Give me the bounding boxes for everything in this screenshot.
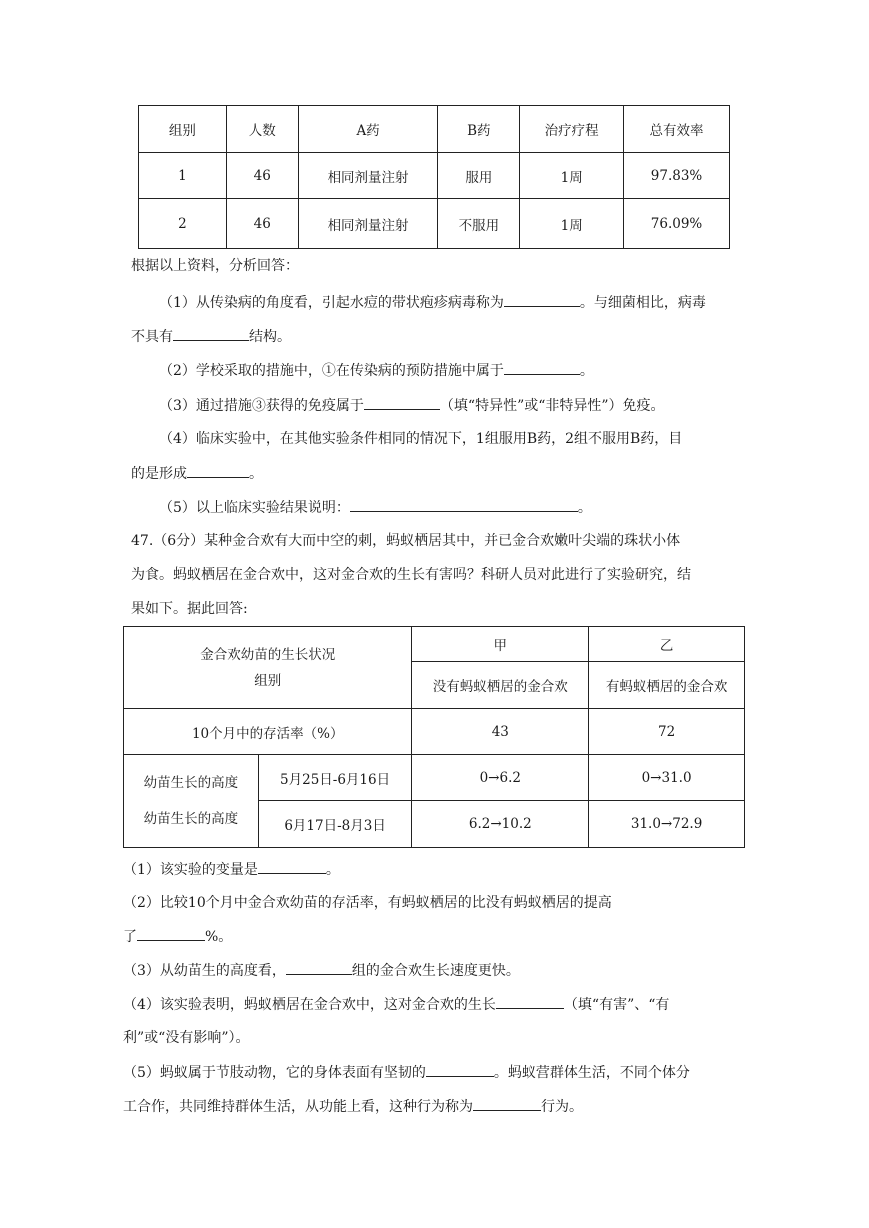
table-header: 组别 — [139, 106, 227, 153]
question-2: （2）学校采取的措施中，①在传染病的预防措施中属于 。 — [159, 360, 594, 381]
table-header: 人数 — [226, 106, 298, 153]
answer-blank[interactable] — [137, 926, 205, 941]
period-1: 5月25日-6月16日 — [258, 755, 412, 801]
question-3: （3）通过措施③获得的免疫属于 （填“特异性”或“非特异性”）免疫。 — [159, 395, 665, 416]
table-cell: 97.83% — [624, 153, 730, 199]
question-4-cont: 的是形成 。 — [131, 463, 263, 484]
survival-a: 43 — [412, 709, 589, 755]
table-header: 治疗疗程 — [520, 106, 624, 153]
q47-question-4-cont: 利”或“没有影响”）。 — [123, 1030, 250, 1046]
question-1: （1）从传染病的角度看，引起水痘的带状疱疹病毒称为 。与细菌相比，病毒 — [159, 292, 706, 313]
answer-blank[interactable] — [173, 326, 249, 341]
table-row — [124, 755, 745, 801]
group-a-label: 没有蚂蚁栖居的金合欢 — [412, 662, 589, 709]
table-cell: 服用 — [438, 153, 520, 199]
height-label-cell: 幼苗生长的高度 幼苗生长的高度 — [124, 755, 259, 848]
q47-question-3: （3）从幼苗生的高度看， 组的金合欢生长速度更快。 — [123, 960, 520, 981]
table-header: B药 — [438, 106, 520, 153]
answer-blank[interactable] — [504, 360, 580, 375]
survival-b: 72 — [589, 709, 745, 755]
question-4: （4）临床实验中，在其他实验条件相同的情况下，1组服用B药，2组不服用B药，目 — [159, 431, 683, 447]
table-cell: 1 — [139, 153, 227, 199]
table-cell: 1周 — [520, 199, 624, 249]
q47-question-5-cont: 工合作，共同维持群体生活，从功能上看，这种行为称为 行为。 — [123, 1096, 583, 1117]
answer-blank[interactable] — [504, 292, 580, 307]
answer-blank[interactable] — [426, 1062, 494, 1077]
table-cell: 46 — [226, 199, 298, 249]
answer-blank[interactable] — [187, 463, 249, 478]
survival-label: 10个月中的存活率（%） — [124, 709, 412, 755]
period-2-b: 31.0→72.9 — [589, 801, 745, 848]
table-cell: 76.09% — [624, 199, 730, 249]
group-b-header: 乙 — [589, 627, 745, 662]
table-header: A药 — [298, 106, 438, 153]
period-1-a: 0→6.2 — [412, 755, 589, 801]
table-cell: 1周 — [520, 153, 624, 199]
table-header: 总有效率 — [624, 106, 730, 153]
answer-blank[interactable] — [350, 497, 578, 512]
answer-blank[interactable] — [496, 994, 564, 1009]
q47-line-2: 为食。蚂蚁栖居在金合欢中，这对金合欢的生长有害吗？科研人员对此进行了实验研究，结 — [131, 567, 691, 583]
q47-question-5: （5）蚂蚁属于节肢动物，它的身体表面有坚韧的 。蚂蚁营群体生活，不同个体分 — [123, 1062, 690, 1083]
answer-blank[interactable] — [258, 859, 326, 874]
period-2: 6月17日-8月3日 — [258, 801, 412, 848]
table-cell: 46 — [226, 153, 298, 199]
q47-question-4: （4）该实验表明，蚂蚁栖居在金合欢中，这对金合欢的生长 （填“有害”、“有 — [123, 994, 669, 1015]
table-header-row — [139, 106, 730, 153]
question-1-cont: 不具有 结构。 — [131, 326, 291, 347]
answer-blank[interactable] — [364, 395, 440, 410]
table-cell: 相同剂量注射 — [298, 199, 438, 249]
group-a-header: 甲 — [412, 627, 589, 662]
period-2-a: 6.2→10.2 — [412, 801, 589, 848]
group-b-label: 有蚂蚁栖居的金合欢 — [589, 662, 745, 709]
period-1-b: 0→31.0 — [589, 755, 745, 801]
q47-question-2: （2）比较10个月中金合欢幼苗的存活率，有蚂蚁栖居的比没有蚂蚁栖居的提高 — [123, 895, 612, 911]
table-row — [124, 709, 745, 755]
table-cell: 相同剂量注射 — [298, 153, 438, 199]
table-row — [139, 153, 730, 199]
treatment-table — [138, 105, 730, 249]
acacia-table — [123, 626, 745, 848]
corner-cell: 金合欢幼苗的生长状况 组别 — [124, 627, 412, 709]
q47-question-2-cont: 了 %。 — [123, 926, 232, 947]
q47-line-1: 47.（6分）某种金合欢有大而中空的刺，蚂蚁栖居其中，并已金合欢嫩叶尖端的珠状小体 — [131, 533, 681, 549]
question-5: （5）以上临床实验结果说明： 。 — [159, 497, 592, 518]
q47-line-3: 果如下。据此回答: — [131, 601, 248, 617]
table-cell: 不服用 — [438, 199, 520, 249]
table-row — [139, 199, 730, 249]
q47-question-1: （1）该实验的变量是 。 — [123, 859, 340, 880]
intro-text: 根据以上资料，分析回答： — [131, 258, 299, 274]
table-cell: 2 — [139, 199, 227, 249]
answer-blank[interactable] — [286, 960, 352, 975]
answer-blank[interactable] — [473, 1096, 541, 1111]
